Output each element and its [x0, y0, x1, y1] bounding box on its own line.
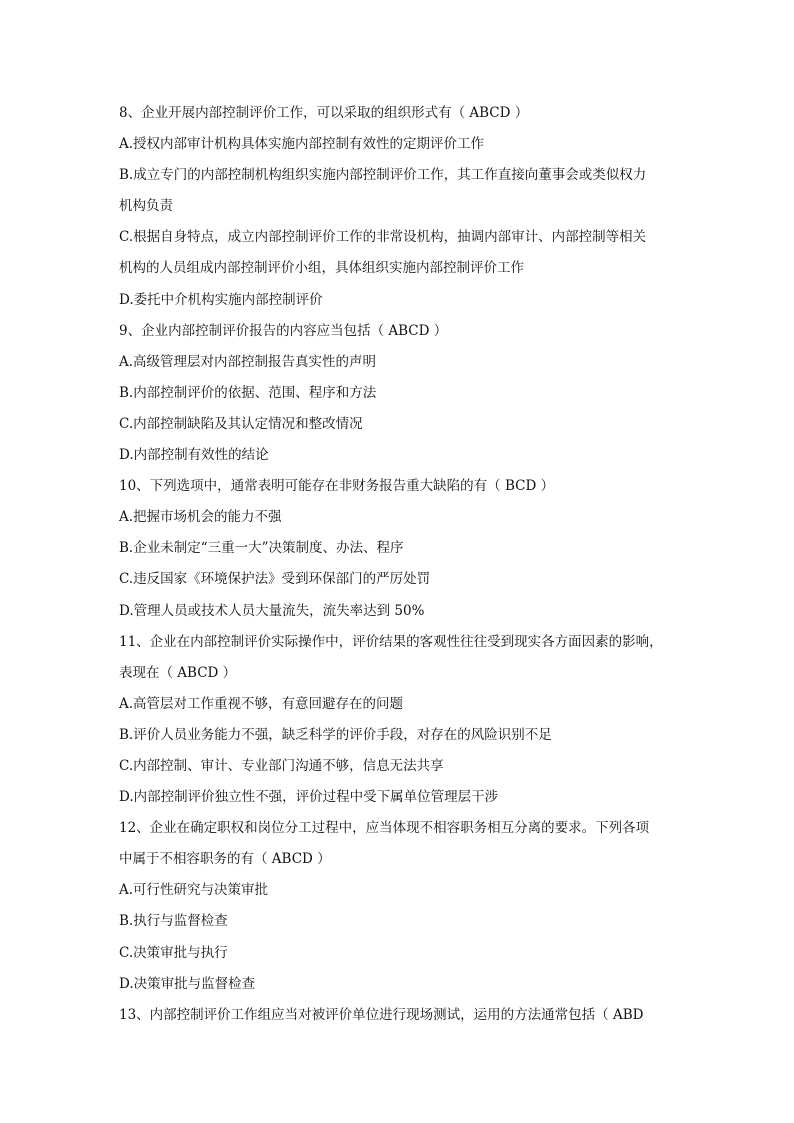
option-line: D.内部控制评价独立性不强，评价过程中受下属单位管理层干涉 [119, 789, 499, 806]
option-line: A.高管层对工作重视不够，有意回避存在的问题 [119, 695, 404, 712]
question-stem-line: 8、企业开展内部控制评价工作，可以采取的组织形式有（ ABCD ） [119, 105, 529, 121]
option-line: D.内部控制有效性的结论 [119, 447, 269, 464]
option-line: D.决策审批与监督检查 [119, 975, 256, 992]
question-list [119, 98, 679, 1031]
question-stem-line: 9、企业内部控制评价报告的内容应当包括（ ABCD ） [119, 322, 448, 339]
option-line: C.违反国家《环境保护法》受到环保部门的严厉处罚 [119, 571, 431, 588]
option-line: D.委托中介机构实施内部控制评价 [119, 291, 323, 308]
question-stem-line: 13、内部控制评价工作组应当对被评价单位进行现场测试，运用的方法通常包括（ ABD [119, 1006, 644, 1023]
option-line: 机构的人员组成内部控制评价小组，具体组织实施内部控制评价工作 [119, 260, 524, 277]
option-line: A.高级管理层对内部控制报告真实性的声明 [119, 353, 377, 370]
option-line: D.管理人员或技术人员大量流失，流失率达到 50% [119, 602, 425, 619]
option-line: A.把握市场机会的能力不强 [119, 509, 282, 526]
option-line: B.企业未制定“三重一大”决策制度、办法、程序 [119, 540, 404, 557]
option-line: A.授权内部审计机构具体实施内部控制有效性的定期评价工作 [119, 136, 485, 153]
question-stem-line: 中属于不相容职务的有（ ABCD ） [119, 851, 331, 868]
question-stem-line: 12、企业在确定职权和岗位分工过程中，应当体现不相容职务相互分离的要求。下列各项 [119, 820, 650, 837]
question-stem-line: 10、下列选项中，通常表明可能存在非财务报告重大缺陷的有（ BCD ） [119, 478, 555, 495]
option-line: B.内部控制评价的依据、范围、程序和方法 [119, 384, 377, 401]
option-line: B.评价人员业务能力不强，缺乏科学的评价手段，对存在的风险识别不足 [119, 726, 552, 743]
question-stem-line: 11、企业在内部控制评价实际操作中，评价结果的客观性往往受到现实各方面因素的影响， [119, 633, 663, 650]
option-line: C.内部控制、审计、专业部门沟通不够，信息无法共享 [119, 757, 444, 774]
option-line: B.成立专门的内部控制机构组织实施内部控制评价工作，其工作直接向董事会或类似权力 [119, 167, 647, 184]
option-line: B.执行与监督检查 [119, 913, 228, 930]
option-line: C.根据自身特点，成立内部控制评价工作的非常设机构，抽调内部审计、内部控制等相关 [119, 229, 647, 246]
option-line: C.内部控制缺陷及其认定情况和整改情况 [119, 415, 363, 432]
option-line: 机构负责 [119, 198, 173, 215]
question-stem-line: 表现在（ ABCD ） [119, 664, 237, 681]
option-line: C.决策审批与执行 [119, 944, 228, 961]
option-line: A.可行性研究与决策审批 [119, 882, 269, 899]
